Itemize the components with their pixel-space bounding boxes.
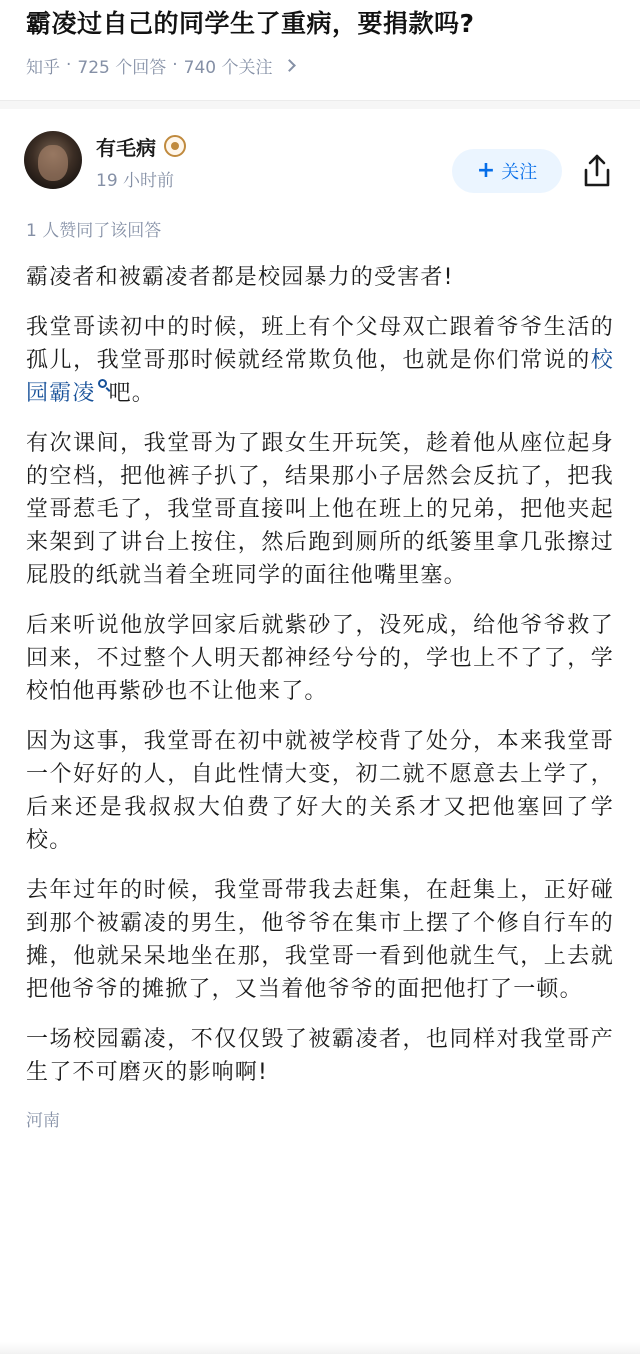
likes-note: 1 人赞同了该回答 [26, 221, 162, 241]
meta-separator: · [172, 55, 178, 75]
ip-location: 河南 [26, 1111, 60, 1131]
question-meta[interactable] [26, 52, 614, 78]
paragraph [26, 311, 614, 410]
paragraph-text: 我堂哥读初中的时候，班上有个父母双亡跟着爷爷生活的孤儿，我堂哥那时候就经常欺负他，也就是你们常说的 [26, 315, 614, 373]
follow-button[interactable] [452, 149, 562, 193]
paragraph: 有次课间，我堂哥为了跟女生开玩笑，趁着他从座位起身的空档，把他裤子扒了，结果那小子居然会反抗了，把我堂哥惹毛了，我堂哥直接叫上他在班上的兄弟，把他夹起来架到了讲台上按住，然后跑到厕所的纸篓里拿几张擦过屁股的纸就当着全班同学的面往他嘴里塞。 [26, 431, 614, 588]
question-header [0, 0, 640, 100]
paragraph: 霸凌者和被霸凌者都是校园暴力的受害者! [26, 265, 454, 290]
meta-separator: · [66, 55, 72, 75]
question-title[interactable]: 霸凌过自己的同学生了重病，要捐款吗? [26, 9, 475, 38]
answer-count: 725 个回答 [77, 57, 167, 78]
chevron-right-icon[interactable] [283, 59, 296, 72]
paragraph: 一场校园霸凌，不仅仅毁了被霸凌者，也同样对我堂哥产生了不可磨灭的影响啊! [26, 1027, 614, 1085]
avatar[interactable] [24, 131, 82, 189]
paragraph: 后来听说他放学回家后就紫砂了，没死成，给他爷爷救了回来，不过整个人明天都神经兮兮的，学也上不了了，学校怕他再紫砂也不让他来了。 [26, 613, 614, 704]
search-icon[interactable] [98, 379, 107, 388]
section-divider [0, 100, 640, 109]
bottom-edge [0, 1342, 640, 1354]
topic-link[interactable]: 校园霸凌 [26, 348, 614, 406]
follower-count: 740 个关注 [183, 57, 273, 78]
share-icon[interactable] [582, 153, 612, 189]
post-time: 19 小时前 [96, 171, 175, 191]
author-info [96, 131, 186, 191]
follow-label: 关注 [501, 162, 538, 183]
author-name[interactable]: 有毛病 [96, 135, 156, 160]
badge-icon[interactable] [164, 135, 186, 157]
paragraph: 因为这事，我堂哥在初中就被学校背了处分，本来我堂哥一个好好的人，自此性情大变，初二就不愿意去上学了，后来还是我叔叔大伯费了好大的关系才又把他塞回了学校。 [26, 729, 614, 853]
author-row [0, 109, 640, 205]
paragraph-text: 吧。 [108, 381, 156, 406]
answer-content [0, 261, 640, 1089]
plus-icon: + [476, 158, 496, 183]
source-label: 知乎 [26, 57, 60, 78]
author-name-line [96, 132, 186, 160]
paragraph: 去年过年的时候，我堂哥带我去赶集，在赶集上，正好碰到那个被霸凌的男生，他爷爷在集市上摆了个修自行车的摊，他就呆呆地坐在那，我堂哥一看到他就生气，上去就把他爷爷的摊掀了，又当着他爷爷的面把他打了一顿。 [26, 878, 614, 1002]
